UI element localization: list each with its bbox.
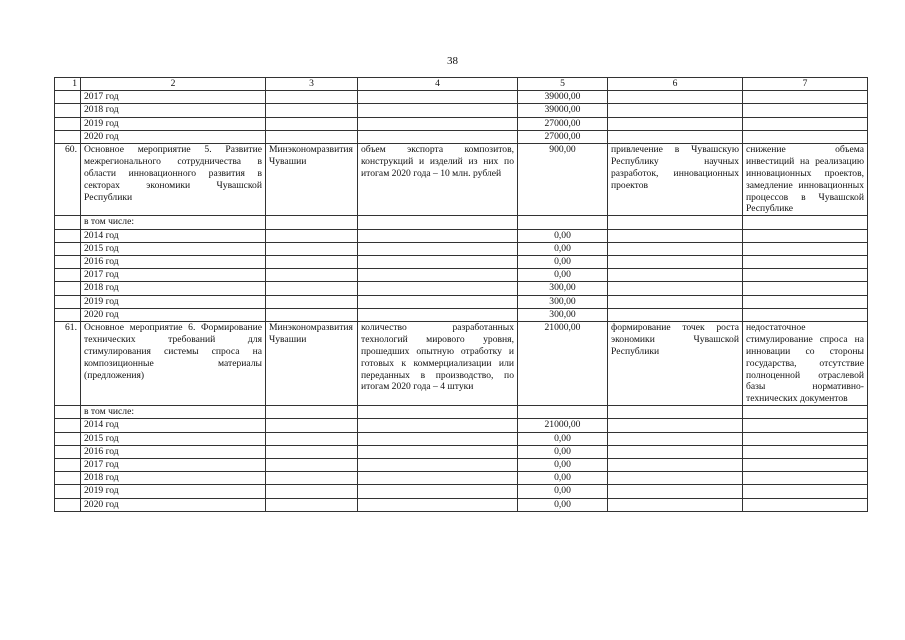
year-label: 2015 год: [81, 242, 266, 255]
measure-result: привлечение в Чувашскую Республику научных разработок, инновационных проектов: [608, 143, 743, 215]
year-row: [55, 458, 868, 471]
year-label: 2014 год: [81, 229, 266, 242]
year-value: 0,00: [518, 269, 608, 282]
year-label: 2014 год: [81, 419, 266, 432]
measure-result: формирование точек роста экономики Чувашской Республики: [608, 321, 743, 405]
col-number: 5: [518, 78, 608, 91]
col-number: 3: [266, 78, 358, 91]
year-value: 0,00: [518, 485, 608, 498]
year-row: [55, 282, 868, 295]
year-label: 2017 год: [81, 91, 266, 104]
year-label: 2020 год: [81, 308, 266, 321]
year-label: 2017 год: [81, 458, 266, 471]
measure-row: [55, 143, 868, 215]
year-value: 300,00: [518, 308, 608, 321]
year-value: 0,00: [518, 472, 608, 485]
measure-executor: Минэкономразвития Чувашии: [266, 321, 358, 405]
year-value: 300,00: [518, 295, 608, 308]
year-row: [55, 91, 868, 104]
year-label: 2018 год: [81, 472, 266, 485]
year-value: 0,00: [518, 242, 608, 255]
measure-number: 60.: [55, 143, 81, 215]
year-value: 27000,00: [518, 130, 608, 143]
col-number: 7: [743, 78, 868, 91]
measure-amount: 900,00: [518, 143, 608, 215]
year-row: [55, 104, 868, 117]
year-label: 2019 год: [81, 485, 266, 498]
year-value: 0,00: [518, 445, 608, 458]
year-value: 0,00: [518, 229, 608, 242]
col-number: 6: [608, 78, 743, 91]
page-number: 38: [447, 55, 458, 67]
year-row: [55, 269, 868, 282]
year-value: 0,00: [518, 255, 608, 268]
year-label: 2020 год: [81, 130, 266, 143]
measure-name: Основное мероприятие 5. Развитие межрегионального сотрудничества в области инновационного развития в секторах экономики Чувашской Республики: [81, 143, 266, 215]
year-label: 2020 год: [81, 498, 266, 511]
year-label: 2017 год: [81, 269, 266, 282]
measure-indicator: количество разработанных технологий мирового уровня, прошедших опытную отработку и готовых к коммерциализации или переданных в производство, по итогам 2020 года – 4 штуки: [358, 321, 518, 405]
year-row: [55, 130, 868, 143]
year-row: [55, 308, 868, 321]
including-row: [55, 216, 868, 229]
measure-amount: 21000,00: [518, 321, 608, 405]
measure-risk: снижение объема инвестиций на реализацию инновационных проектов, замедление инновационных процессов в Чувашской Республике: [743, 143, 868, 215]
year-row: [55, 242, 868, 255]
col-number: 4: [358, 78, 518, 91]
year-row: [55, 498, 868, 511]
year-value: 27000,00: [518, 117, 608, 130]
year-value: 0,00: [518, 432, 608, 445]
including-label: в том числе:: [81, 216, 266, 229]
measure-indicator: объем экспорта композитов, конструкций и изделий из них по итогам 2020 года – 10 млн. рублей: [358, 143, 518, 215]
year-row: [55, 432, 868, 445]
year-value: 300,00: [518, 282, 608, 295]
year-label: 2016 год: [81, 445, 266, 458]
year-label: 2018 год: [81, 104, 266, 117]
year-label: 2016 год: [81, 255, 266, 268]
program-table: [54, 77, 868, 512]
measure-name: Основное мероприятие 6. Формирование технических требований для стимулирования системы спроса на композиционные материалы (предложения): [81, 321, 266, 405]
year-row: [55, 445, 868, 458]
including-row: [55, 406, 868, 419]
year-row: [55, 255, 868, 268]
year-label: 2018 год: [81, 282, 266, 295]
year-value: 0,00: [518, 498, 608, 511]
year-label: 2015 год: [81, 432, 266, 445]
including-label: в том числе:: [81, 406, 266, 419]
year-value: 21000,00: [518, 419, 608, 432]
year-row: [55, 295, 868, 308]
year-value: 0,00: [518, 458, 608, 471]
measure-risk: недостаточное стимулирование спроса на инновации со стороны государства, отсутствие полноценной отраслевой базы нормативно-технических документов: [743, 321, 868, 405]
measure-number: 61.: [55, 321, 81, 405]
year-row: [55, 229, 868, 242]
column-numbers-row: [55, 78, 868, 91]
year-value: 39000,00: [518, 91, 608, 104]
measure-row: [55, 321, 868, 405]
year-value: 39000,00: [518, 104, 608, 117]
year-row: [55, 117, 868, 130]
measure-executor: Минэкономразвития Чувашии: [266, 143, 358, 215]
year-label: 2019 год: [81, 295, 266, 308]
col-number: 1: [55, 78, 81, 91]
year-label: 2019 год: [81, 117, 266, 130]
year-row: [55, 419, 868, 432]
year-row: [55, 485, 868, 498]
col-number: 2: [81, 78, 266, 91]
year-row: [55, 472, 868, 485]
